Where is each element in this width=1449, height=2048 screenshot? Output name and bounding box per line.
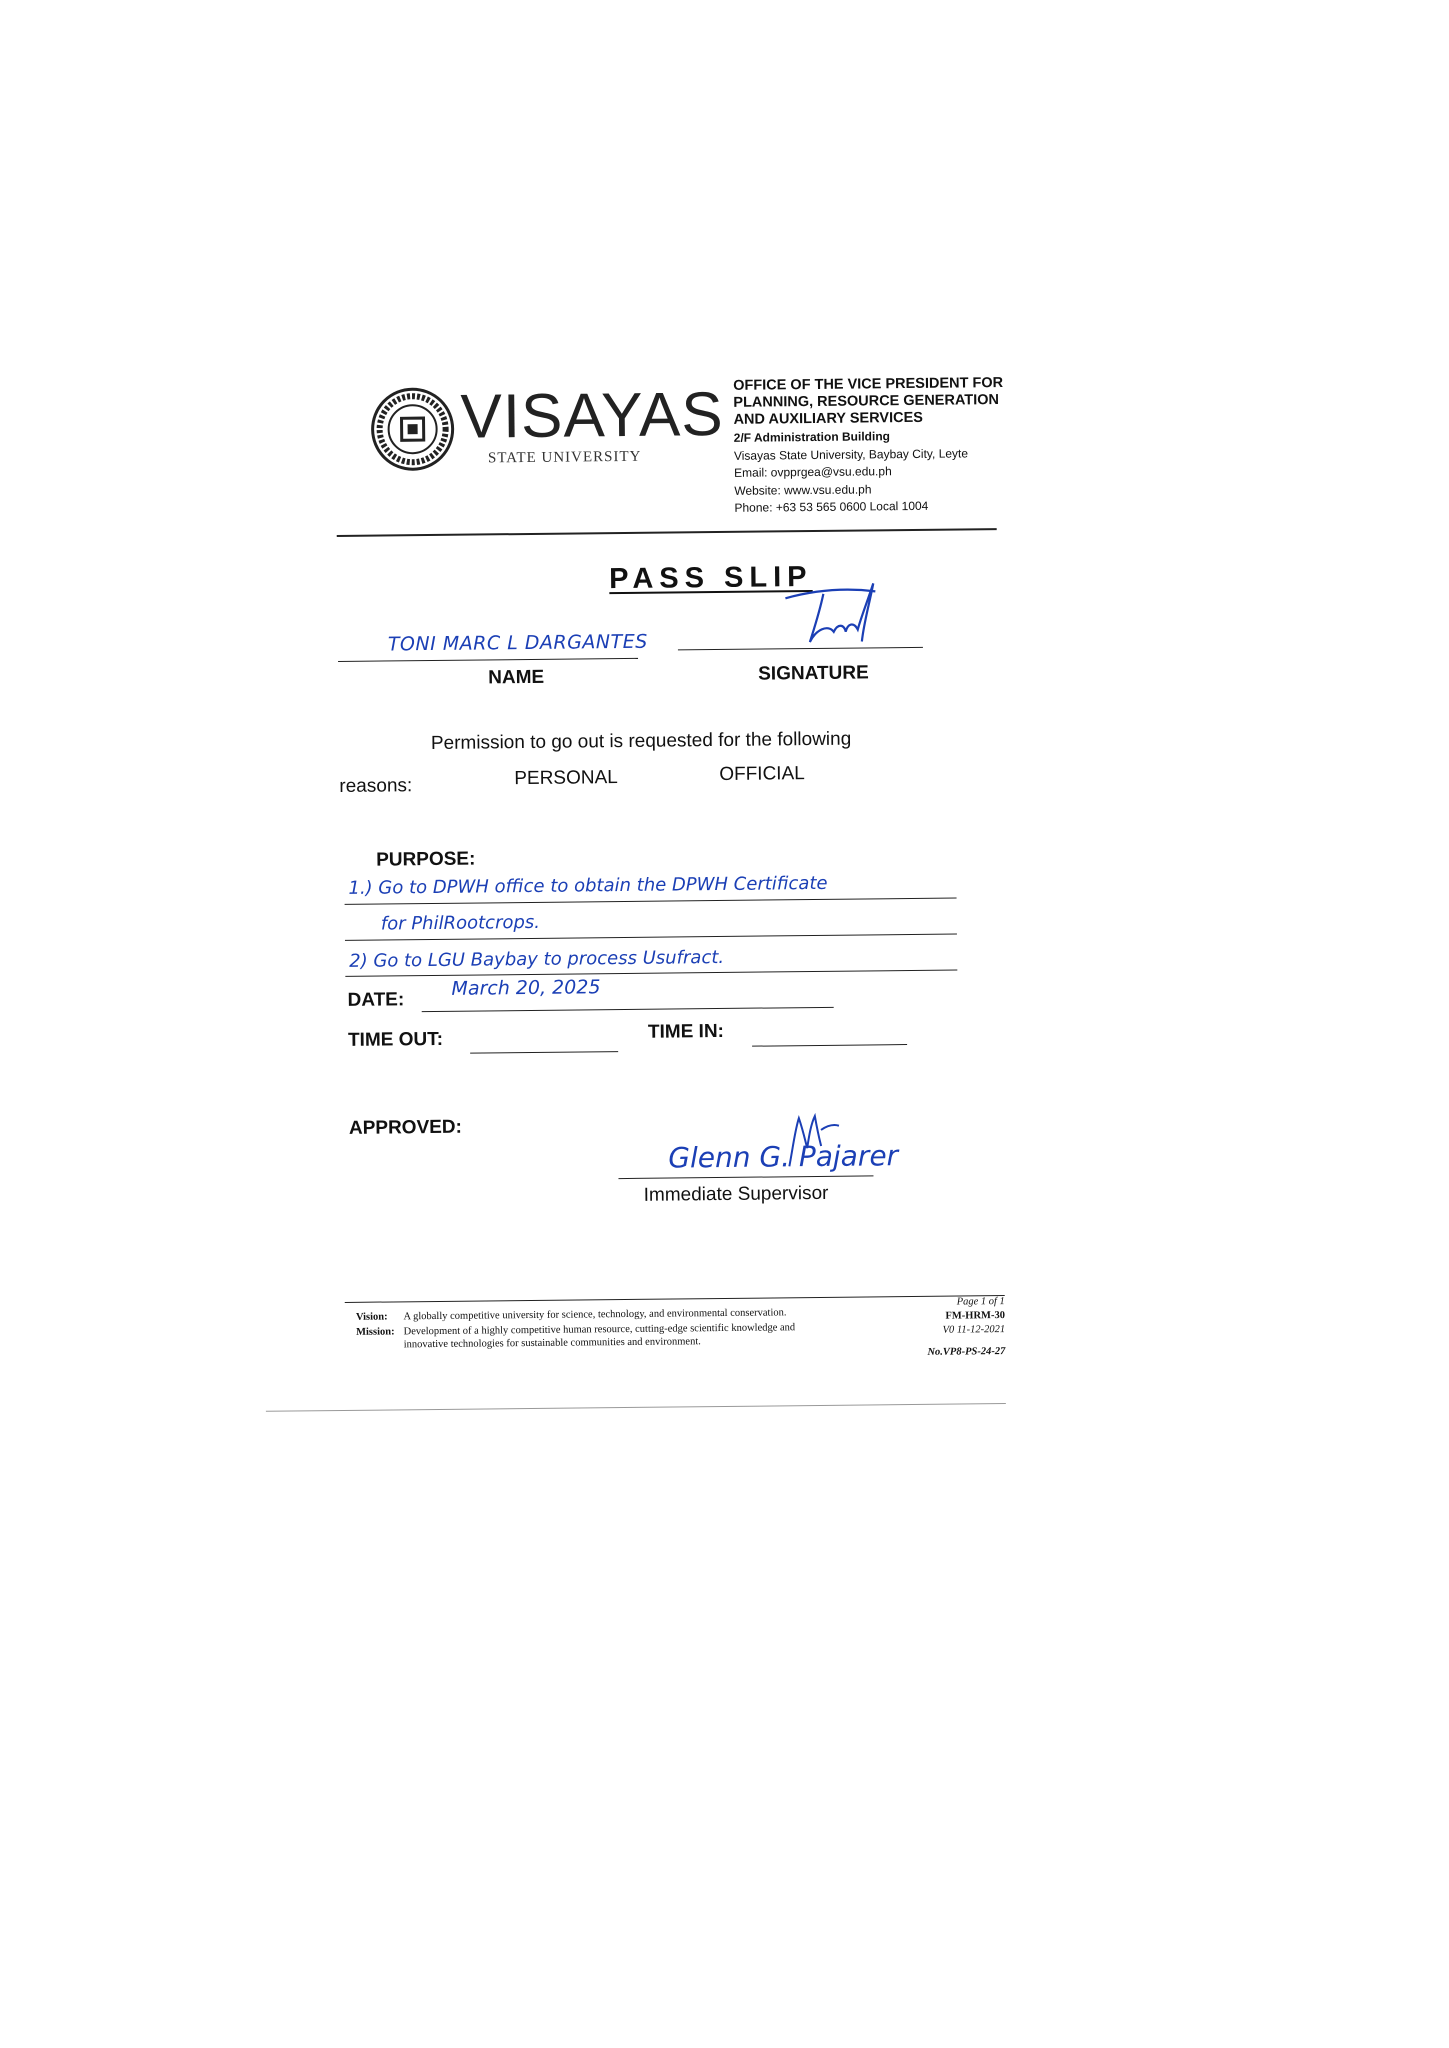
form-code: FM-HRM-30	[945, 1310, 1005, 1322]
time-out-field[interactable]	[470, 1051, 618, 1054]
page-indicator: Page 1 of 1	[956, 1296, 1005, 1308]
reason-option-personal[interactable]: PERSONAL	[514, 767, 618, 790]
date-value[interactable]: March 20, 2025	[451, 976, 601, 1000]
mission-text: Development of a highly competitive human resource, cutting-edge scientific knowledge and innovative technologies for sustainable communities and environment.	[403, 1322, 796, 1351]
brand-subtitle: STATE UNIVERSITY	[487, 448, 642, 467]
time-out-label: TIME OUT:	[347, 1028, 444, 1051]
time-in-label: TIME IN:	[647, 1020, 725, 1043]
name-line	[338, 658, 638, 662]
office-line: PLANNING, RESOURCE GENERATION	[733, 392, 1000, 411]
purpose-label: PURPOSE:	[376, 848, 476, 871]
reasons-label: reasons:	[339, 775, 413, 797]
office-contact	[734, 426, 1065, 517]
contact-location: Visayas State University, Baybay City, Leyte	[733, 445, 969, 463]
office-line: OFFICE OF THE VICE PRESIDENT FOR	[733, 375, 1004, 394]
name-label: NAME	[488, 666, 545, 689]
purpose-line-3[interactable]: 2) Go to LGU Baybay to process Usufract.	[349, 946, 725, 972]
contact-phone: Phone: +63 53 565 0600 Local 1004	[734, 498, 929, 515]
header-divider	[337, 528, 997, 537]
permission-text: Permission to go out is requested for the following	[430, 728, 852, 755]
purpose-rule-1	[345, 898, 957, 905]
office-line: AND AUXILIARY SERVICES	[733, 409, 923, 428]
approved-label: APPROVED:	[348, 1116, 463, 1139]
vision-mission-table	[355, 1305, 815, 1353]
purpose-line-1[interactable]: 1.) Go to DPWH office to obtain the DPWH Certificate	[348, 872, 828, 899]
approver-label: Immediate Supervisor	[643, 1182, 829, 1206]
signature-label: SIGNATURE	[758, 662, 869, 685]
form-version: V0 11-12-2021	[942, 1324, 1006, 1336]
pass-slip-document	[335, 362, 1091, 1415]
name-value[interactable]: TONI MARC L DARGANTES	[387, 630, 648, 656]
form-title: PASS SLIP	[609, 561, 813, 596]
control-number: No.VP8-PS-24-27	[927, 1346, 1006, 1358]
vision-label: Vision:	[355, 1311, 388, 1323]
vision-text: A globally competitive university for science, technology, and environmental conservation.	[403, 1307, 787, 1323]
form-meta	[875, 1295, 1006, 1360]
brand-name: VISAYAS	[460, 379, 725, 452]
requester-signature	[775, 579, 896, 650]
mission-label: Mission:	[356, 1326, 395, 1338]
reason-option-official[interactable]: OFFICIAL	[719, 763, 805, 785]
contact-email: Email: ovpprgea@vsu.edu.ph	[734, 464, 892, 480]
office-name	[733, 374, 1064, 428]
contact-address: 2/F Administration Building	[733, 429, 891, 445]
date-label: DATE:	[347, 989, 405, 1011]
time-in-field[interactable]	[752, 1044, 907, 1047]
approver-signature: Glenn G. Pajarer	[668, 1139, 899, 1175]
vision-block	[355, 1305, 815, 1353]
approver-line	[618, 1175, 873, 1179]
university-seal-icon	[370, 387, 455, 472]
purpose-line-2[interactable]: for PhilRootcrops.	[380, 911, 541, 935]
purpose-rule-2	[345, 934, 957, 941]
contact-website: Website: www.vsu.edu.ph	[734, 481, 872, 498]
date-line	[422, 1007, 834, 1012]
page-bottom-edge	[266, 1403, 1006, 1412]
